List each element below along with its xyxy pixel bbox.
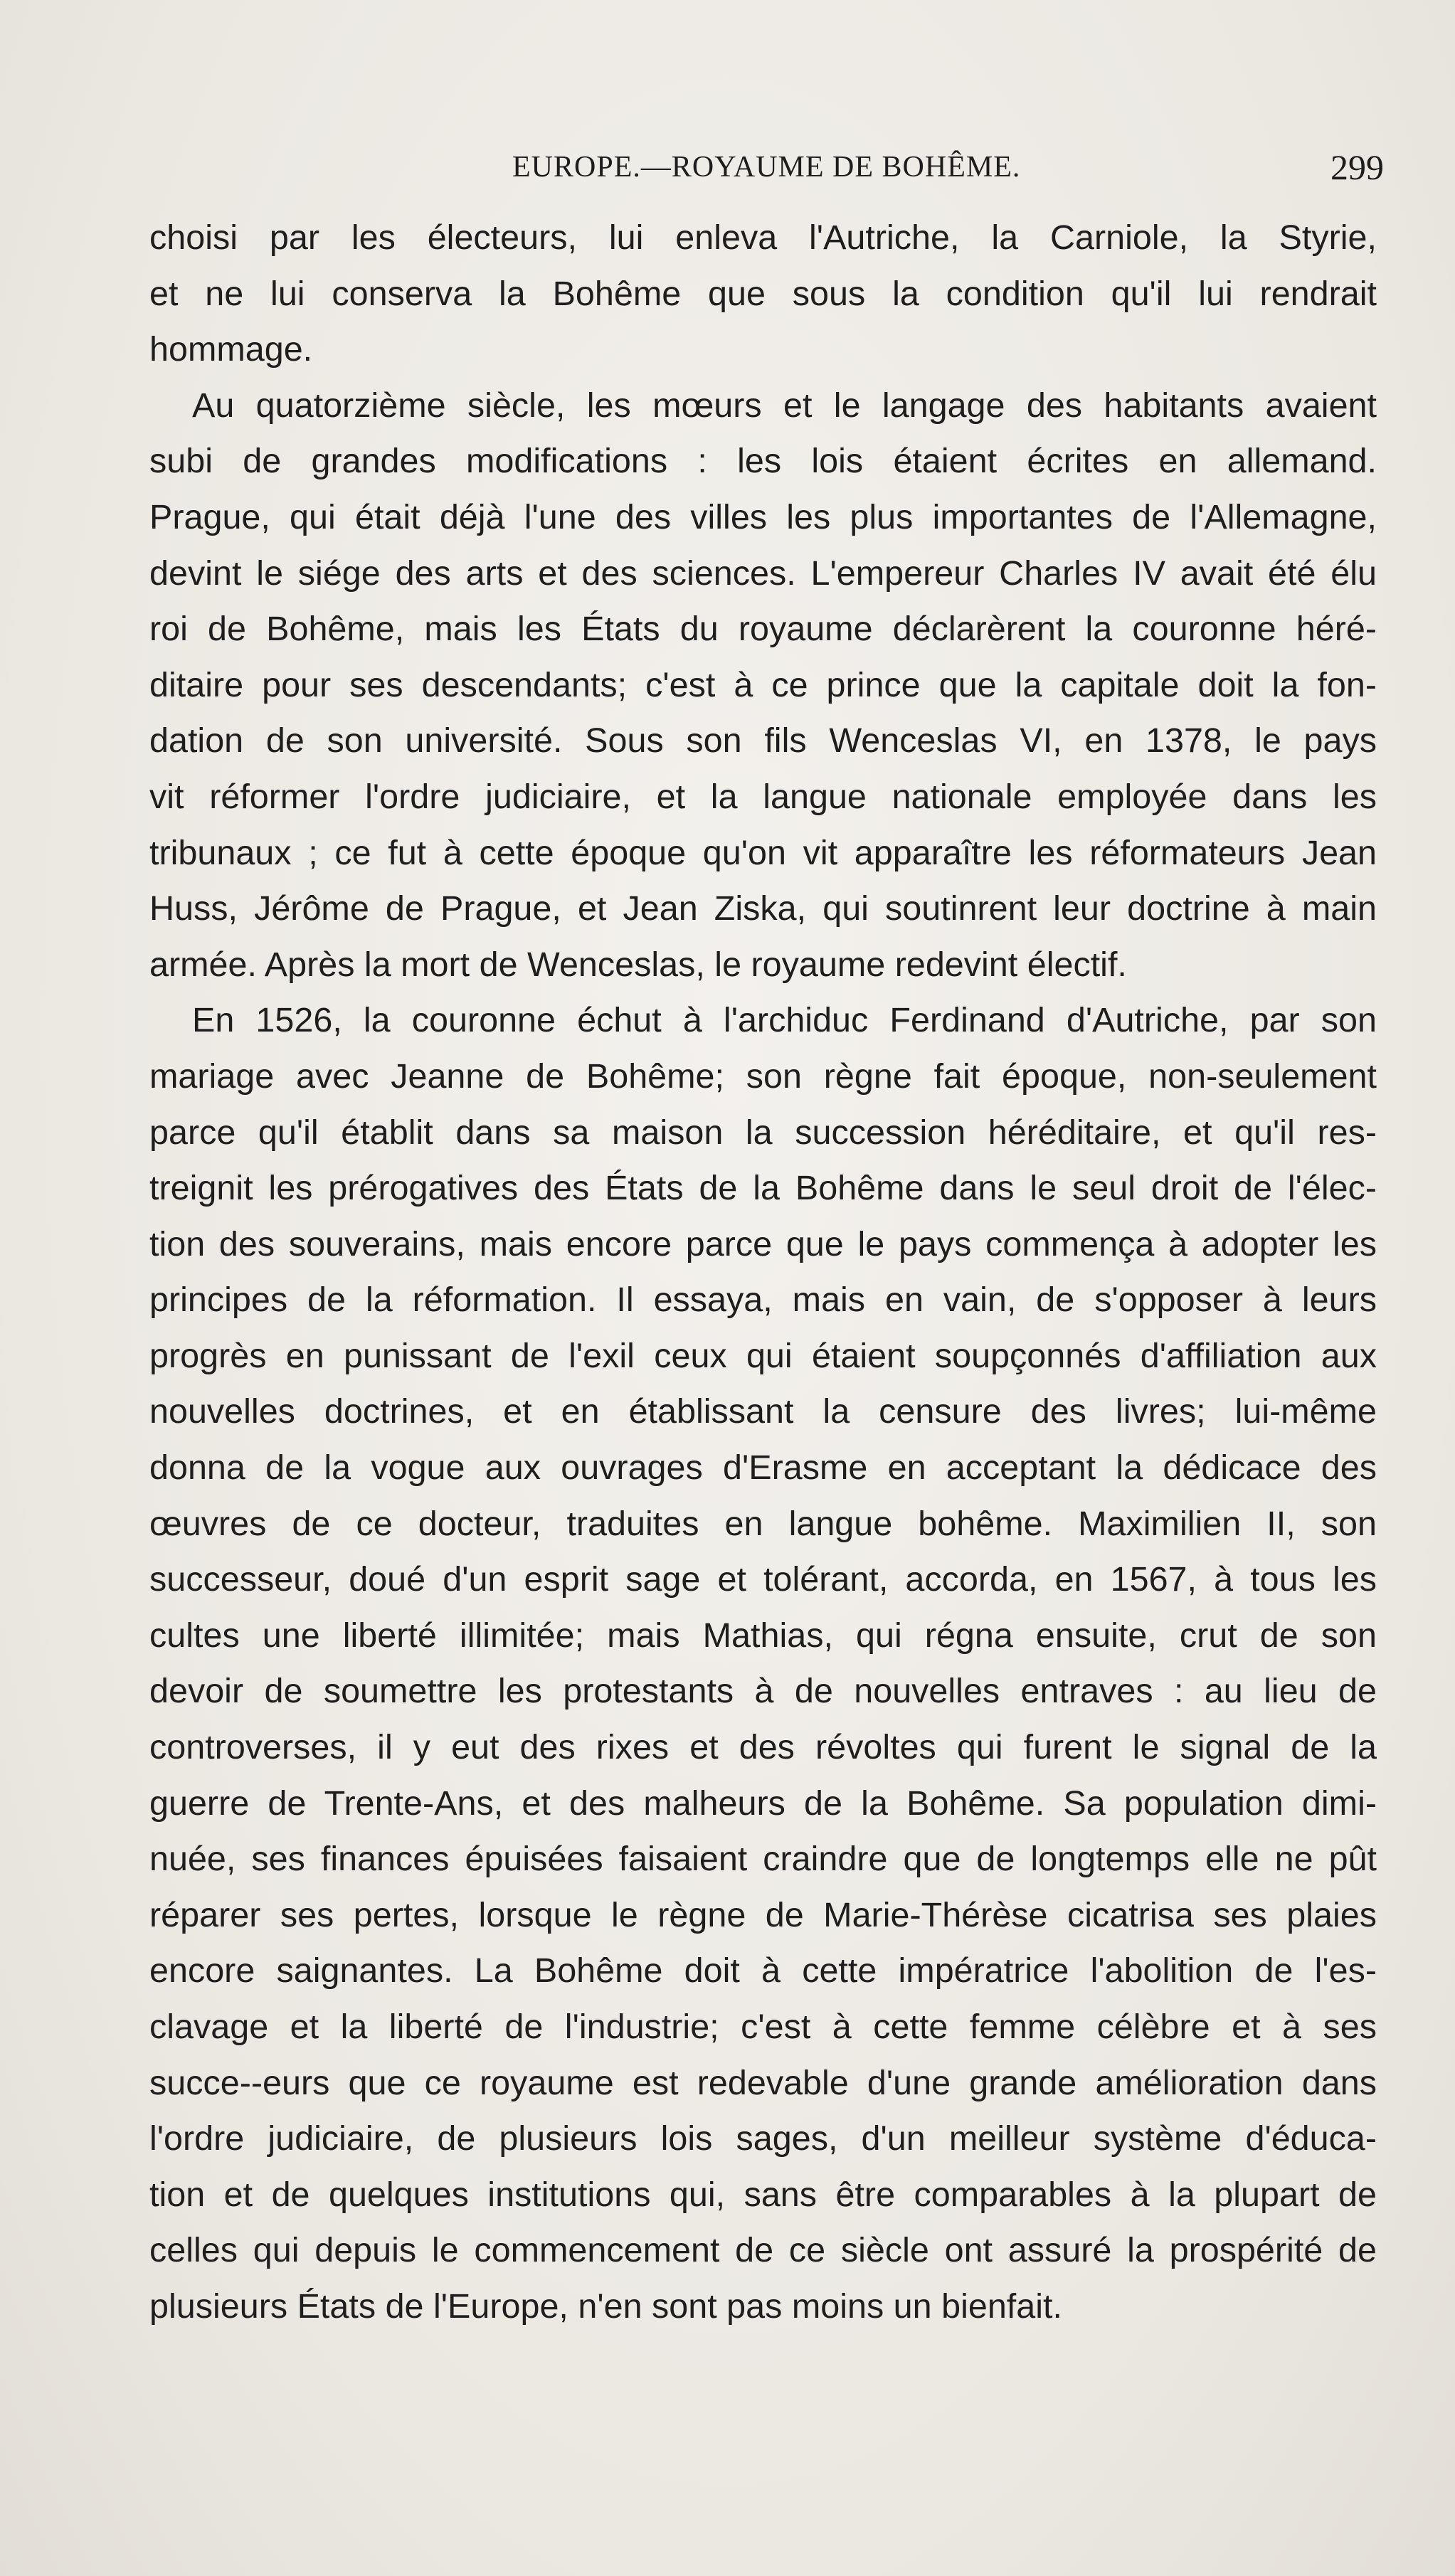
text-line: réparer ses pertes, lorsque le règne de Marie-Thérèse cicatrisa ses plaies [149,1895,1377,1934]
text-line: celles qui depuis le commencement de ce siècle ont assuré la prospérité de [149,2231,1377,2270]
text-line: plusieurs États de l'Europe, n'en sont pas moins un bienfait. [149,2286,1062,2326]
text-line: armée. Après la mort de Wenceslas, le royaume redevint électif. [149,945,1127,984]
paragraph [149,992,1377,2334]
text-line: guerre de Trente-Ans, et des malheurs de la Bohême. Sa population dimi- [149,1783,1377,1823]
text-line: vit réformer l'ordre judiciaire, et la langue nationale employée dans les [149,777,1377,816]
text-line: parce qu'il établit dans sa maison la succession héréditaire, et qu'il res- [149,1113,1377,1152]
text-line: donna de la vogue aux ouvrages d'Erasme en acceptant la dédicace des [149,1448,1377,1488]
text-line: treignit les prérogatives des États de la Bohême dans le seul droit de l'élec- [149,1169,1377,1208]
text-line: l'ordre judiciaire, de plusieurs lois sages, d'un meilleur système d'éduca- [149,2119,1377,2158]
text-line: roi de Bohême, mais les États du royaume déclarèrent la couronne héré- [149,610,1377,649]
text-line: Prague, qui était déjà l'une des villes les plus importantes de l'Allemagne, [149,497,1377,536]
paragraph [149,210,1377,378]
text-line: En 1526, la couronne échut à l'archiduc Ferdinand d'Autriche, par son [192,1001,1377,1040]
text-line: nouvelles doctrines, et en établissant la censure des livres; lui-même [149,1392,1377,1431]
text-line: tribunaux ; ce fut à cette époque qu'on vit apparaître les réformateurs Jean [149,833,1377,872]
text-line: subi de grandes modifications : les lois étaient écrites en allemand. [149,442,1377,481]
text-line: encore saignantes. La Bohême doit à cette impératrice l'abolition de l'es- [149,1951,1377,1991]
text-line: clavage et la liberté de l'industrie; c'est à cette femme célèbre et à ses [149,2008,1377,2046]
text-line: successeur, doué d'un esprit sage et tolérant, accorda, en 1567, à tous les [149,1560,1377,1599]
page-number: 299 [1330,147,1384,187]
text-line: hommage. [149,330,313,369]
text-line: tion des souverains, mais encore parce que le pays commença à adopter les [149,1224,1377,1263]
text-line: devint le siége des arts et des sciences. L'empereur Charles IV avait été élu [149,553,1377,593]
text-line: œuvres de ce docteur, traduites en langue bohême. Maximilien II, son [149,1504,1377,1543]
text-line: ditaire pour ses descendants; c'est à ce prince que la capitale doit la fon- [149,665,1377,704]
text-line: progrès en punissant de l'exil ceux qui étaient soupçonnés d'affiliation aux [149,1336,1377,1375]
text-line: cultes une liberté illimitée; mais Mathias, qui régna ensuite, crut de son [149,1616,1377,1655]
text-line: nuée, ses finances épuisées faisaient craindre que de longtemps elle ne pût [149,1840,1377,1879]
body-text [149,210,1377,2335]
text-line: succe--eurs que ce royaume est redevable d'une grande amélioration dans [149,2063,1377,2102]
paragraph [149,378,1377,993]
text-line: mariage avec Jeanne de Bohême; son règne fait époque, non-seulement [149,1056,1377,1096]
text-line: et ne lui conserva la Bohême que sous la condition qu'il lui rendrait [149,274,1377,313]
text-line: principes de la réformation. Il essaya, mais en vain, de s'opposer à leurs [149,1281,1377,1320]
text-line: devoir de soumettre les protestants à de nouvelles entraves : au lieu de [149,1672,1377,1711]
page-header [149,146,1384,189]
text-line: Huss, Jérôme de Prague, et Jean Ziska, qui soutinrent leur doctrine à main [149,889,1377,928]
running-title: EUROPE.—ROYAUME DE BOHÊME. [512,151,1021,184]
text-line: Au quatorzième siècle, les mœurs et le langage des habitants avaient [192,386,1377,425]
text-line: controverses, il y eut des rixes et des révoltes qui furent le signal de la [149,1728,1377,1767]
text-line: choisi par les électeurs, lui enleva l'Autriche, la Carniole, la Styrie, [149,218,1377,257]
text-line: dation de son université. Sous son fils Wenceslas VI, en 1378, le pays [149,721,1377,760]
text-line: tion et de quelques institutions qui, sans être comparables à la plupart de [149,2175,1377,2214]
